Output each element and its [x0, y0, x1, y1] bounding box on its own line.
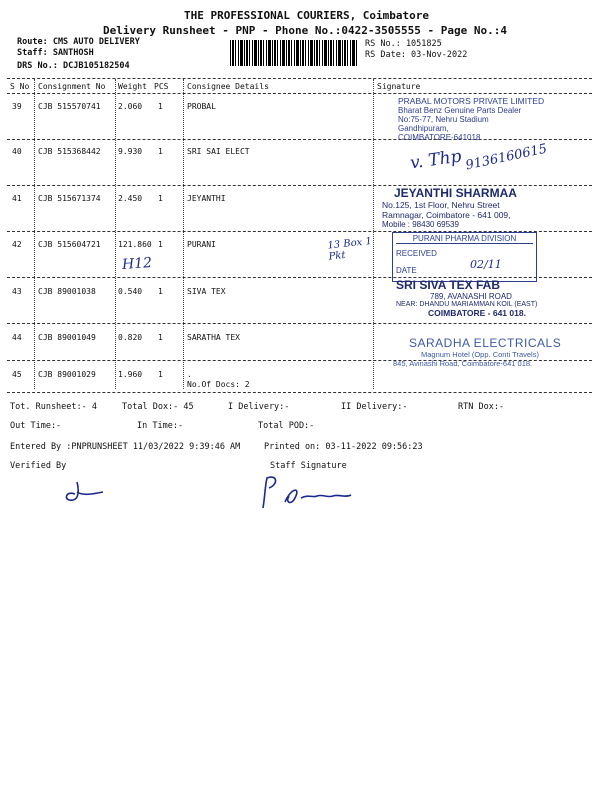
row-sno: 42 — [12, 240, 22, 249]
row-consignment: CJB 515368442 — [38, 147, 101, 156]
row-pcs: 1 — [158, 370, 163, 379]
row-pcs: 1 — [158, 147, 163, 156]
row-consignee: JEYANTHI — [187, 194, 226, 203]
staff-label: Staff: SANTHOSH — [17, 48, 94, 58]
row-consignee: PROBAL — [187, 102, 216, 111]
barcode — [230, 40, 358, 66]
row-weight: 121.860 — [118, 240, 152, 249]
row-consignment: CJB 515604721 — [38, 240, 101, 249]
drs-number: DRS No.: DCJB105182504 — [17, 61, 130, 71]
col-divider — [34, 79, 35, 389]
jeyanthi-stamp: JEYANTHI SHARMAA No.125, 1st Floor, Nehru Street Ramnagar, Coimbatore - 641 009, Mobile : 98430 69539 — [382, 186, 517, 229]
company-title: THE PROFESSIONAL COURIERS, Coimbatore — [184, 9, 430, 22]
row-sno: 44 — [12, 333, 22, 342]
col-consignment: Consignment No — [38, 82, 106, 91]
col-weight: Weight — [118, 82, 147, 91]
col-divider — [115, 79, 116, 389]
rtn-dox: RTN Dox:- — [458, 402, 505, 412]
handwritten-date: 02/11 — [470, 258, 502, 271]
out-time: Out Time:- — [10, 421, 62, 431]
row-pcs: 1 — [158, 287, 163, 296]
row-sno: 41 — [12, 194, 22, 203]
row-consignee: SRI SAI ELECT — [187, 147, 250, 156]
probal-stamp: PRABAL MOTORS PRIVATE LIMITED Bharat Benz Genuine Parts Dealer No:75-77, Nehru Stadium Gandhipuram, COIMBATORE-641018 — [398, 96, 545, 142]
handwritten-phone: 9136160615 — [464, 141, 549, 174]
verifier-signature — [55, 470, 115, 510]
rs-number: RS No.: 1051825 — [365, 39, 442, 49]
row-consignment: CJB 89001038 — [38, 287, 96, 296]
row-sno: 39 — [12, 102, 22, 111]
col-sno: S No — [10, 82, 30, 91]
table-header-rule — [7, 93, 592, 94]
siva-stamp: SRI SIVA TEX FAB 789, AVANASHI ROAD NEAR: DHANDU MARIAMMAN KOIL (EAST) COIMBATORE - 641 018. — [396, 278, 538, 318]
purani-stamp: PURANI PHARMA DIVISION RECEIVED DATE — [392, 232, 537, 282]
row-weight: 9.930 — [118, 147, 143, 156]
col-signature: Signature — [377, 82, 421, 91]
printed-on: Printed on: 03-11-2022 09:56:23 — [264, 442, 423, 452]
row-weight: 2.060 — [118, 102, 143, 111]
row-consignee: SARATHA TEX — [187, 333, 240, 342]
saradha-stamp: SARADHA ELECTRICALS Magnum Hotel (Opp. Conti Travels) 845, Avinashi Road, Coimbatore-641 018. — [393, 336, 562, 368]
row-pcs: 1 — [158, 102, 163, 111]
row-consignment: CJB 89001049 — [38, 333, 96, 342]
handwritten-signature: v. Thp — [408, 146, 463, 174]
col-consignee: Consignee Details — [187, 82, 269, 91]
handwritten-box-note: 13 Box 1 Pkt — [326, 236, 373, 263]
col-divider — [373, 79, 374, 389]
ii-delivery: II Delivery:- — [341, 402, 408, 412]
row-sno: 40 — [12, 147, 22, 156]
route-label: Route: CMS AUTO DELIVERY — [17, 37, 140, 47]
row-pcs: 1 — [158, 333, 163, 342]
tot-runsheet: Tot. Runsheet:- 4 — [10, 402, 97, 412]
row-sno: 45 — [12, 370, 22, 379]
row-weight: 0.540 — [118, 287, 143, 296]
entered-by: Entered By :PNPRUNSHEET 11/03/2022 9:39:46 AM — [10, 442, 241, 452]
row-consignee: SIVA TEX — [187, 287, 226, 296]
rs-date: RS Date: 03-Nov-2022 — [365, 50, 468, 60]
col-pcs: PCS — [154, 82, 169, 91]
verified-by-label: Verified By — [10, 461, 67, 471]
total-dox: Total Dox:- 45 — [122, 402, 194, 412]
table-bottom-rule — [7, 392, 592, 393]
row-consignee: . — [187, 370, 192, 379]
row-weight: 2.450 — [118, 194, 143, 203]
row-sno: 43 — [12, 287, 22, 296]
row-consignment: CJB 515671374 — [38, 194, 101, 203]
table-top-rule — [7, 78, 592, 79]
staff-signature — [255, 468, 365, 518]
runsheet-title: Delivery Runsheet - PNP - Phone No.:0422-3505555 - Page No.:4 — [103, 24, 507, 37]
handwritten-h12: H12 — [121, 254, 153, 274]
row-weight: 1.960 — [118, 370, 143, 379]
row-rule — [7, 323, 592, 324]
row-pcs: 1 — [158, 240, 163, 249]
staff-signature-label: Staff Signature — [270, 461, 347, 471]
col-divider — [183, 79, 184, 389]
in-time: In Time:- — [137, 421, 184, 431]
total-pod: Total POD:- — [258, 421, 315, 431]
no-of-docs: No.Of Docs: 2 — [187, 380, 250, 389]
row-pcs: 1 — [158, 194, 163, 203]
row-weight: 0.820 — [118, 333, 143, 342]
row-consignment: CJB 89001029 — [38, 370, 96, 379]
row-consignee: PURANI — [187, 240, 216, 249]
i-delivery: I Delivery:- — [228, 402, 290, 412]
row-consignment: CJB 515570741 — [38, 102, 101, 111]
